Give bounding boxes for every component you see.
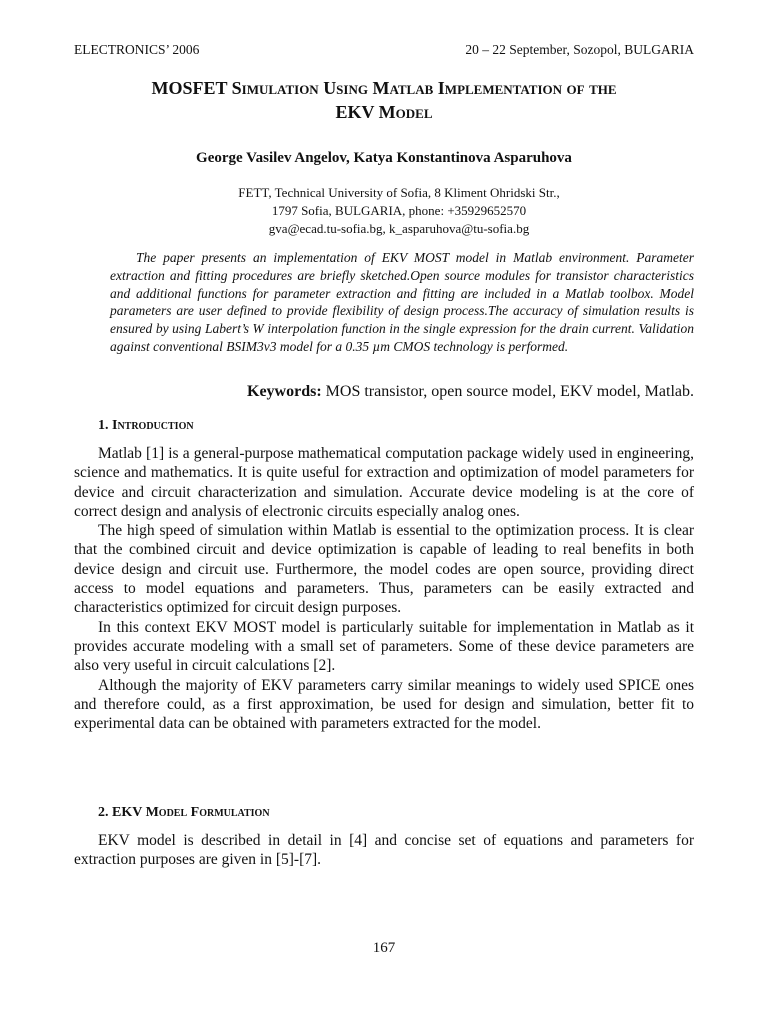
- page-number: 167: [372, 940, 396, 956]
- paragraph: EKV model is described in detail in [4] and concise set of equations and parameters for extraction purposes are given in [5]-[7].: [74, 832, 694, 869]
- affiliation-emails: gva@ecad.tu-sofia.bg, k_asparuhova@tu-sofia.bg: [268, 221, 530, 236]
- section-heading-ekv-model-formulation: 2. EKV Model Formulation: [98, 805, 270, 820]
- keywords-text: MOS transistor, open source model, EKV model, Matlab.: [325, 383, 694, 400]
- paragraph: The high speed of simulation within Matlab is essential to the optimization process. It is clear that the combined circuit and device optimization is capable of leading to real benefits in both device design and circuit use. Furthermore, the model codes are open source, providing direct access to model equations and parameters. Thus, parameters can be easily extracted and characteristics optimized for circuit design purposes.: [74, 522, 694, 617]
- paragraph: Matlab [1] is a general-purpose mathematical computation package widely used in engineering, science and mathematics. It is quite useful for extraction and optimization of model parameters for device and circuit characterization and simulation. Accurate device modeling is at the core of correct design and analysis of electronic circuits especially analog ones.: [74, 445, 694, 520]
- paper-title-line-1: MOSFET Simulation Using Matlab Implementation of the: [151, 78, 617, 98]
- keywords: [74, 382, 694, 402]
- affiliation: [200, 184, 598, 238]
- affiliation-line-1: FETT, Technical University of Sofia, 8 Kliment Ohridski Str.,: [238, 185, 560, 200]
- conference-name: ELECTRONICS’ 2006: [74, 42, 200, 57]
- authors: George Vasilev Angelov, Katya Konstantinova Asparuhova: [196, 150, 572, 166]
- abstract: The paper presents an implementation of EKV MOST model in Matlab environment. Parameter extraction and fitting procedures are briefly sketched.Open source modules for transistor characteristics and additional functions for parameter extraction and fitting are included in a Matlab toolbox. Model parameters are user defined to provide flexibility of design process.The accuracy of simulation results is ensured by using Labert’s W interpolation function in the single expression for the drain current. Validation against conventional BSIM3v3 model for a 0.35 µm CMOS technology is performed.: [110, 250, 694, 354]
- paper-title-line-2: EKV Model: [335, 102, 433, 122]
- keywords-label: Keywords:: [247, 383, 322, 400]
- paragraph: Although the majority of EKV parameters carry similar meanings to widely used SPICE ones and therefore could, as a first approximation, be used for design and simulation, better fit to experimental data can be obtained with parameters extracted for the model.: [74, 676, 694, 733]
- paper-title: [74, 76, 694, 124]
- introduction-body: [74, 444, 694, 733]
- ekv-formulation-body: [74, 831, 694, 870]
- affiliation-line-2: 1797 Sofia, BULGARIA, phone: +35929652570: [271, 203, 527, 218]
- conference-date-location: 20 – 22 September, Sozopol, BULGARIA: [465, 42, 694, 57]
- paragraph: In this context EKV MOST model is particularly suitable for implementation in Matlab as it provides accurate modeling with a small set of parameters. Some of these device parameters are also very useful in circuit calculations [2].: [74, 618, 694, 675]
- section-heading-introduction: 1. Introduction: [98, 418, 194, 433]
